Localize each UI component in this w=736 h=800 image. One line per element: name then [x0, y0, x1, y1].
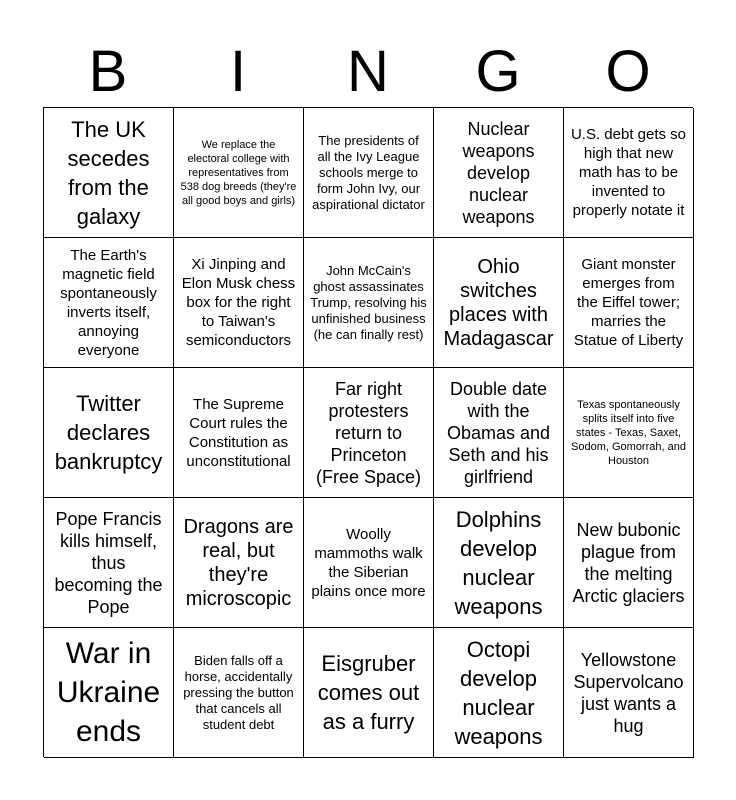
bingo-cell[interactable]: Dolphins develop nuclear weapons [434, 498, 564, 628]
bingo-cell[interactable]: We replace the electoral college with representatives from 538 dog breeds (they're all good boys and girls) [174, 108, 304, 238]
bingo-cell free-space[interactable]: Far right protesters return to Princeton (Free Space) [304, 368, 434, 498]
bingo-header [43, 38, 693, 106]
header-letter-o: O [605, 39, 651, 104]
bingo-cell[interactable]: The UK secedes from the galaxy [44, 108, 174, 238]
bingo-cell[interactable]: Ohio switches places with Madagascar [434, 238, 564, 368]
bingo-cell[interactable]: Eisgruber comes out as a furry [304, 628, 434, 758]
bingo-cell[interactable]: Texas spontaneously splits itself into five states - Texas, Saxet, Sodom, Gomorrah, and Houston [564, 368, 694, 498]
bingo-board [43, 107, 693, 757]
bingo-cell[interactable]: The Supreme Court rules the Constitution as unconstitutional [174, 368, 304, 498]
bingo-cell[interactable]: War in Ukraine ends [44, 628, 174, 758]
bingo-cell[interactable]: Dragons are real, but they're microscopic [174, 498, 304, 628]
bingo-cell[interactable]: Xi Jinping and Elon Musk chess box for the right to Taiwan's semiconductors [174, 238, 304, 368]
bingo-cell[interactable]: U.S. debt gets so high that new math has to be invented to properly notate it [564, 108, 694, 238]
header-letter-g: G [475, 39, 521, 104]
bingo-cell[interactable]: Giant monster emerges from the Eiffel tower; marries the Statue of Liberty [564, 238, 694, 368]
bingo-cell[interactable]: Nuclear weapons develop nuclear weapons [434, 108, 564, 238]
bingo-cell[interactable]: Double date with the Obamas and Seth and his girlfriend [434, 368, 564, 498]
header-letter-n: N [347, 39, 389, 104]
header-letter-b: B [88, 39, 128, 104]
bingo-cell[interactable]: Yellowstone Supervolcano just wants a hug [564, 628, 694, 758]
bingo-cell[interactable]: Pope Francis kills himself, thus becoming the Pope [44, 498, 174, 628]
bingo-cell[interactable]: Twitter declares bankruptcy [44, 368, 174, 498]
bingo-cell[interactable]: New bubonic plague from the melting Arctic glaciers [564, 498, 694, 628]
header-letter-i: I [229, 39, 247, 104]
bingo-cell[interactable]: Biden falls off a horse, accidentally pressing the button that cancels all student debt [174, 628, 304, 758]
bingo-cell[interactable]: Woolly mammoths walk the Siberian plains once more [304, 498, 434, 628]
bingo-cell[interactable]: The presidents of all the Ivy League schools merge to form John Ivy, our aspirational dictator [304, 108, 434, 238]
bingo-cell[interactable]: John McCain's ghost assassinates Trump, resolving his unfinished business (he can finally rest) [304, 238, 434, 368]
bingo-cell[interactable]: The Earth's magnetic field spontaneously inverts itself, annoying everyone [44, 238, 174, 368]
bingo-cell[interactable]: Octopi develop nuclear weapons [434, 628, 564, 758]
